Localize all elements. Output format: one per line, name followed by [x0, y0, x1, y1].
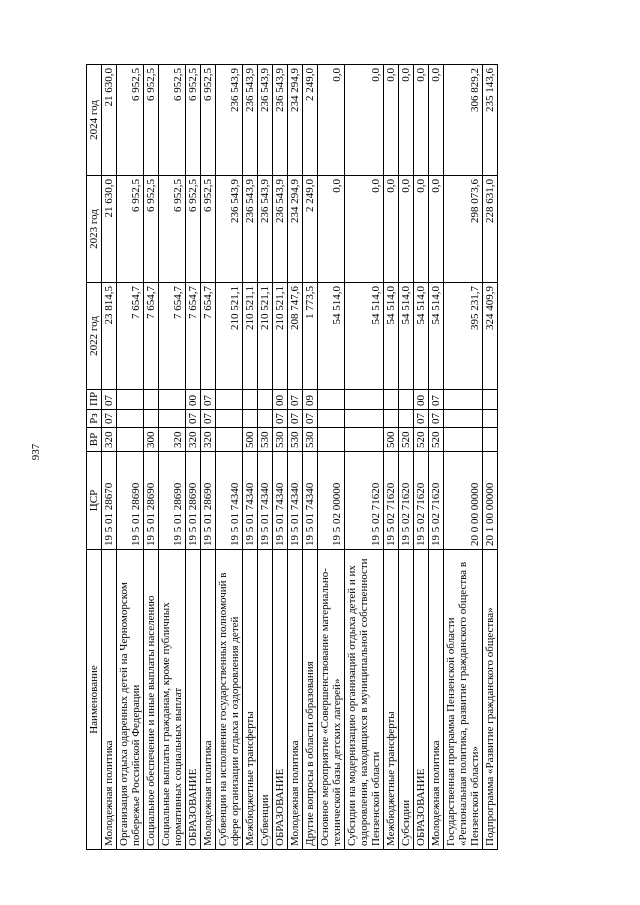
cell-2022: 324 409,9: [483, 283, 498, 390]
cell-name: Субвенции на исполнение государственных полномочий в сфере организации отдыха и оздоровления детей: [216, 550, 243, 850]
cell-name: Подпрограмма «Развитие гражданского общества»: [483, 550, 498, 850]
cell-2023: 228 631,0: [483, 176, 498, 283]
cell-vr: 320: [102, 428, 117, 452]
cell-csr: 19 5 02 00000: [318, 452, 345, 550]
cell-2022: 23 814,5: [102, 283, 117, 390]
cell-2024: 306 829,2: [444, 65, 483, 176]
cell-name: Другие вопросы в области образования: [303, 550, 318, 850]
cell-2024: 0,0: [399, 65, 414, 176]
cell-pr: [144, 390, 159, 410]
cell-csr: 19 5 01 74340: [273, 452, 288, 550]
cell-2023: 6 952,5: [201, 176, 216, 283]
cell-name: Субсидии: [399, 550, 414, 850]
cell-2023: 6 952,5: [159, 176, 186, 283]
cell-csr: 19 5 01 74340: [243, 452, 258, 550]
cell-csr: 20 1 00 00000: [483, 452, 498, 550]
cell-name: Организация отдыха одаренных детей на Черноморском побережье Российской Федерации: [117, 550, 144, 850]
cell-2023: 2 249,0: [303, 176, 318, 283]
cell-2023: 298 073,6: [444, 176, 483, 283]
cell-vr: 520: [414, 428, 429, 452]
cell-rz: [384, 410, 399, 428]
cell-name: ОБРАЗОВАНИЕ: [273, 550, 288, 850]
cell-2023: 236 543,9: [258, 176, 273, 283]
cell-rz: [483, 410, 498, 428]
table-row: [303, 65, 318, 850]
cell-name: Молодежная политика: [429, 550, 444, 850]
cell-pr: [483, 390, 498, 410]
cell-rz: 07: [414, 410, 429, 428]
cell-rz: [444, 410, 483, 428]
cell-rz: [216, 410, 243, 428]
cell-name: Субвенции: [258, 550, 273, 850]
cell-csr: 19 5 01 28690: [186, 452, 201, 550]
cell-rz: [144, 410, 159, 428]
cell-rz: [399, 410, 414, 428]
cell-rz: 07: [273, 410, 288, 428]
table-row: [117, 65, 144, 850]
cell-pr: 07: [288, 390, 303, 410]
table-row: [414, 65, 429, 850]
cell-csr: 19 5 02 71620: [345, 452, 384, 550]
cell-2024: 236 543,9: [273, 65, 288, 176]
cell-2024: 236 543,9: [216, 65, 243, 176]
header-vr: ВР: [87, 428, 102, 452]
cell-vr: 320: [201, 428, 216, 452]
cell-pr: [345, 390, 384, 410]
cell-rz: 07: [186, 410, 201, 428]
cell-csr: 19 5 01 74340: [258, 452, 273, 550]
cell-vr: 520: [429, 428, 444, 452]
cell-pr: 00: [414, 390, 429, 410]
cell-vr: [444, 428, 483, 452]
table-row: [288, 65, 303, 850]
cell-2024: 6 952,5: [117, 65, 144, 176]
cell-2024: 234 294,9: [288, 65, 303, 176]
cell-pr: [258, 390, 273, 410]
table-row: [444, 65, 483, 850]
table-row: [144, 65, 159, 850]
cell-name: Молодежная политика: [201, 550, 216, 850]
cell-2024: 0,0: [414, 65, 429, 176]
cell-csr: 19 5 01 74340: [303, 452, 318, 550]
cell-2024: 235 143,6: [483, 65, 498, 176]
table-header-row: [87, 65, 102, 850]
cell-csr: 20 0 00 00000: [444, 452, 483, 550]
cell-name: ОБРАЗОВАНИЕ: [414, 550, 429, 850]
cell-2024: 6 952,5: [159, 65, 186, 176]
cell-2023: 0,0: [429, 176, 444, 283]
cell-vr: 530: [288, 428, 303, 452]
cell-name: Основное мероприятие «Совершенствование материально-технической базы детских лагерей»: [318, 550, 345, 850]
cell-rz: 07: [201, 410, 216, 428]
cell-pr: [444, 390, 483, 410]
cell-2024: 6 952,5: [186, 65, 201, 176]
table-row: [318, 65, 345, 850]
cell-csr: 19 5 02 71620: [429, 452, 444, 550]
header-2024: 2024 год: [87, 65, 102, 176]
cell-pr: 07: [201, 390, 216, 410]
cell-2023: 0,0: [384, 176, 399, 283]
cell-2022: 210 521,1: [258, 283, 273, 390]
table-row: [186, 65, 201, 850]
cell-2023: 234 294,9: [288, 176, 303, 283]
cell-rz: 07: [303, 410, 318, 428]
table-row: [216, 65, 243, 850]
budget-table: [86, 64, 498, 850]
cell-vr: [216, 428, 243, 452]
cell-vr: 530: [273, 428, 288, 452]
cell-name: Межбюджетные трансферты: [243, 550, 258, 850]
cell-2022: 7 654,7: [201, 283, 216, 390]
cell-2022: 395 231,7: [444, 283, 483, 390]
header-csr: ЦСР: [87, 452, 102, 550]
cell-pr: [318, 390, 345, 410]
table-row: [273, 65, 288, 850]
table-row: [483, 65, 498, 850]
cell-2024: 0,0: [384, 65, 399, 176]
cell-rz: [345, 410, 384, 428]
cell-2024: 236 543,9: [243, 65, 258, 176]
cell-2022: 210 521,1: [243, 283, 258, 390]
cell-vr: [345, 428, 384, 452]
table-row: [429, 65, 444, 850]
cell-rz: [318, 410, 345, 428]
table-row: [243, 65, 258, 850]
cell-2022: 7 654,7: [144, 283, 159, 390]
cell-csr: 19 5 02 71620: [414, 452, 429, 550]
cell-2022: 7 654,7: [117, 283, 144, 390]
cell-2022: 54 514,0: [345, 283, 384, 390]
cell-csr: 19 5 01 28690: [201, 452, 216, 550]
cell-2023: 21 630,0: [102, 176, 117, 283]
cell-2022: 7 654,7: [186, 283, 201, 390]
cell-vr: 320: [159, 428, 186, 452]
cell-rz: [258, 410, 273, 428]
cell-csr: 19 5 02 71620: [399, 452, 414, 550]
cell-pr: [384, 390, 399, 410]
cell-vr: [483, 428, 498, 452]
table-row: [345, 65, 384, 850]
cell-2024: 6 952,5: [201, 65, 216, 176]
cell-pr: 00: [273, 390, 288, 410]
cell-vr: 320: [186, 428, 201, 452]
cell-rz: [117, 410, 144, 428]
cell-2022: 1 773,5: [303, 283, 318, 390]
table-row: [102, 65, 117, 850]
cell-vr: [318, 428, 345, 452]
cell-name: Молодежная политика: [102, 550, 117, 850]
cell-pr: [159, 390, 186, 410]
cell-vr: 300: [144, 428, 159, 452]
page-number: 937: [30, 443, 42, 461]
cell-csr: 19 5 01 28690: [144, 452, 159, 550]
cell-2022: 208 747,6: [288, 283, 303, 390]
cell-rz: [159, 410, 186, 428]
cell-pr: [243, 390, 258, 410]
cell-name: Молодежная политика: [288, 550, 303, 850]
cell-vr: 530: [303, 428, 318, 452]
header-pr: ПР: [87, 390, 102, 410]
header-rz: Рз: [87, 410, 102, 428]
cell-vr: 500: [243, 428, 258, 452]
cell-vr: 520: [399, 428, 414, 452]
table-row: [159, 65, 186, 850]
cell-2022: 54 514,0: [399, 283, 414, 390]
cell-2024: 0,0: [345, 65, 384, 176]
cell-rz: [243, 410, 258, 428]
cell-2023: 236 543,9: [273, 176, 288, 283]
cell-2023: 236 543,9: [243, 176, 258, 283]
cell-2022: 54 514,0: [429, 283, 444, 390]
cell-rz: 07: [102, 410, 117, 428]
cell-csr: 19 5 01 74340: [288, 452, 303, 550]
cell-pr: 09: [303, 390, 318, 410]
cell-2023: 0,0: [414, 176, 429, 283]
cell-2023: 6 952,5: [117, 176, 144, 283]
cell-2023: 236 543,9: [216, 176, 243, 283]
table-row: [258, 65, 273, 850]
cell-2022: 54 514,0: [318, 283, 345, 390]
cell-name: ОБРАЗОВАНИЕ: [186, 550, 201, 850]
cell-2024: 2 249,0: [303, 65, 318, 176]
cell-name: Государственная программа Пензенской области «Региональная политика, развитие гражданского общества в Пензенской области»: [444, 550, 483, 850]
cell-vr: 530: [258, 428, 273, 452]
cell-pr: 07: [102, 390, 117, 410]
header-2022: 2022 год: [87, 283, 102, 390]
table-row: [201, 65, 216, 850]
cell-2023: 6 952,5: [186, 176, 201, 283]
cell-2022: 7 654,7: [159, 283, 186, 390]
cell-pr: 00: [186, 390, 201, 410]
cell-name: Межбюджетные трансферты: [384, 550, 399, 850]
cell-2024: 236 543,9: [258, 65, 273, 176]
table-row: [399, 65, 414, 850]
cell-2023: 0,0: [345, 176, 384, 283]
cell-2024: 0,0: [429, 65, 444, 176]
cell-2024: 0,0: [318, 65, 345, 176]
cell-vr: [117, 428, 144, 452]
cell-csr: 19 5 01 74340: [216, 452, 243, 550]
cell-2023: 0,0: [318, 176, 345, 283]
cell-2024: 21 630,0: [102, 65, 117, 176]
rotated-page: [86, 65, 498, 850]
header-name: Наименование: [87, 550, 102, 850]
cell-csr: 19 5 02 71620: [384, 452, 399, 550]
cell-2022: 54 514,0: [414, 283, 429, 390]
cell-rz: 07: [429, 410, 444, 428]
cell-2022: 210 521,1: [216, 283, 243, 390]
cell-2023: 0,0: [399, 176, 414, 283]
cell-2023: 6 952,5: [144, 176, 159, 283]
cell-pr: 07: [429, 390, 444, 410]
cell-2022: 54 514,0: [384, 283, 399, 390]
cell-pr: [216, 390, 243, 410]
cell-name: Социальные выплаты гражданам, кроме публичных нормативных социальных выплат: [159, 550, 186, 850]
cell-csr: 19 5 01 28670: [102, 452, 117, 550]
cell-pr: [117, 390, 144, 410]
header-2023: 2023 год: [87, 176, 102, 283]
cell-2024: 6 952,5: [144, 65, 159, 176]
cell-2022: 210 521,1: [273, 283, 288, 390]
cell-csr: 19 5 01 28690: [117, 452, 144, 550]
cell-rz: 07: [288, 410, 303, 428]
cell-name: Социальное обеспечение и иные выплаты населению: [144, 550, 159, 850]
cell-pr: [399, 390, 414, 410]
cell-name: Субсидии на модернизацию организаций отдыха детей и их оздоровления, находящихся в муниципальной собственности Пензенской области: [345, 550, 384, 850]
cell-vr: 500: [384, 428, 399, 452]
cell-csr: 19 5 01 28690: [159, 452, 186, 550]
table-row: [384, 65, 399, 850]
